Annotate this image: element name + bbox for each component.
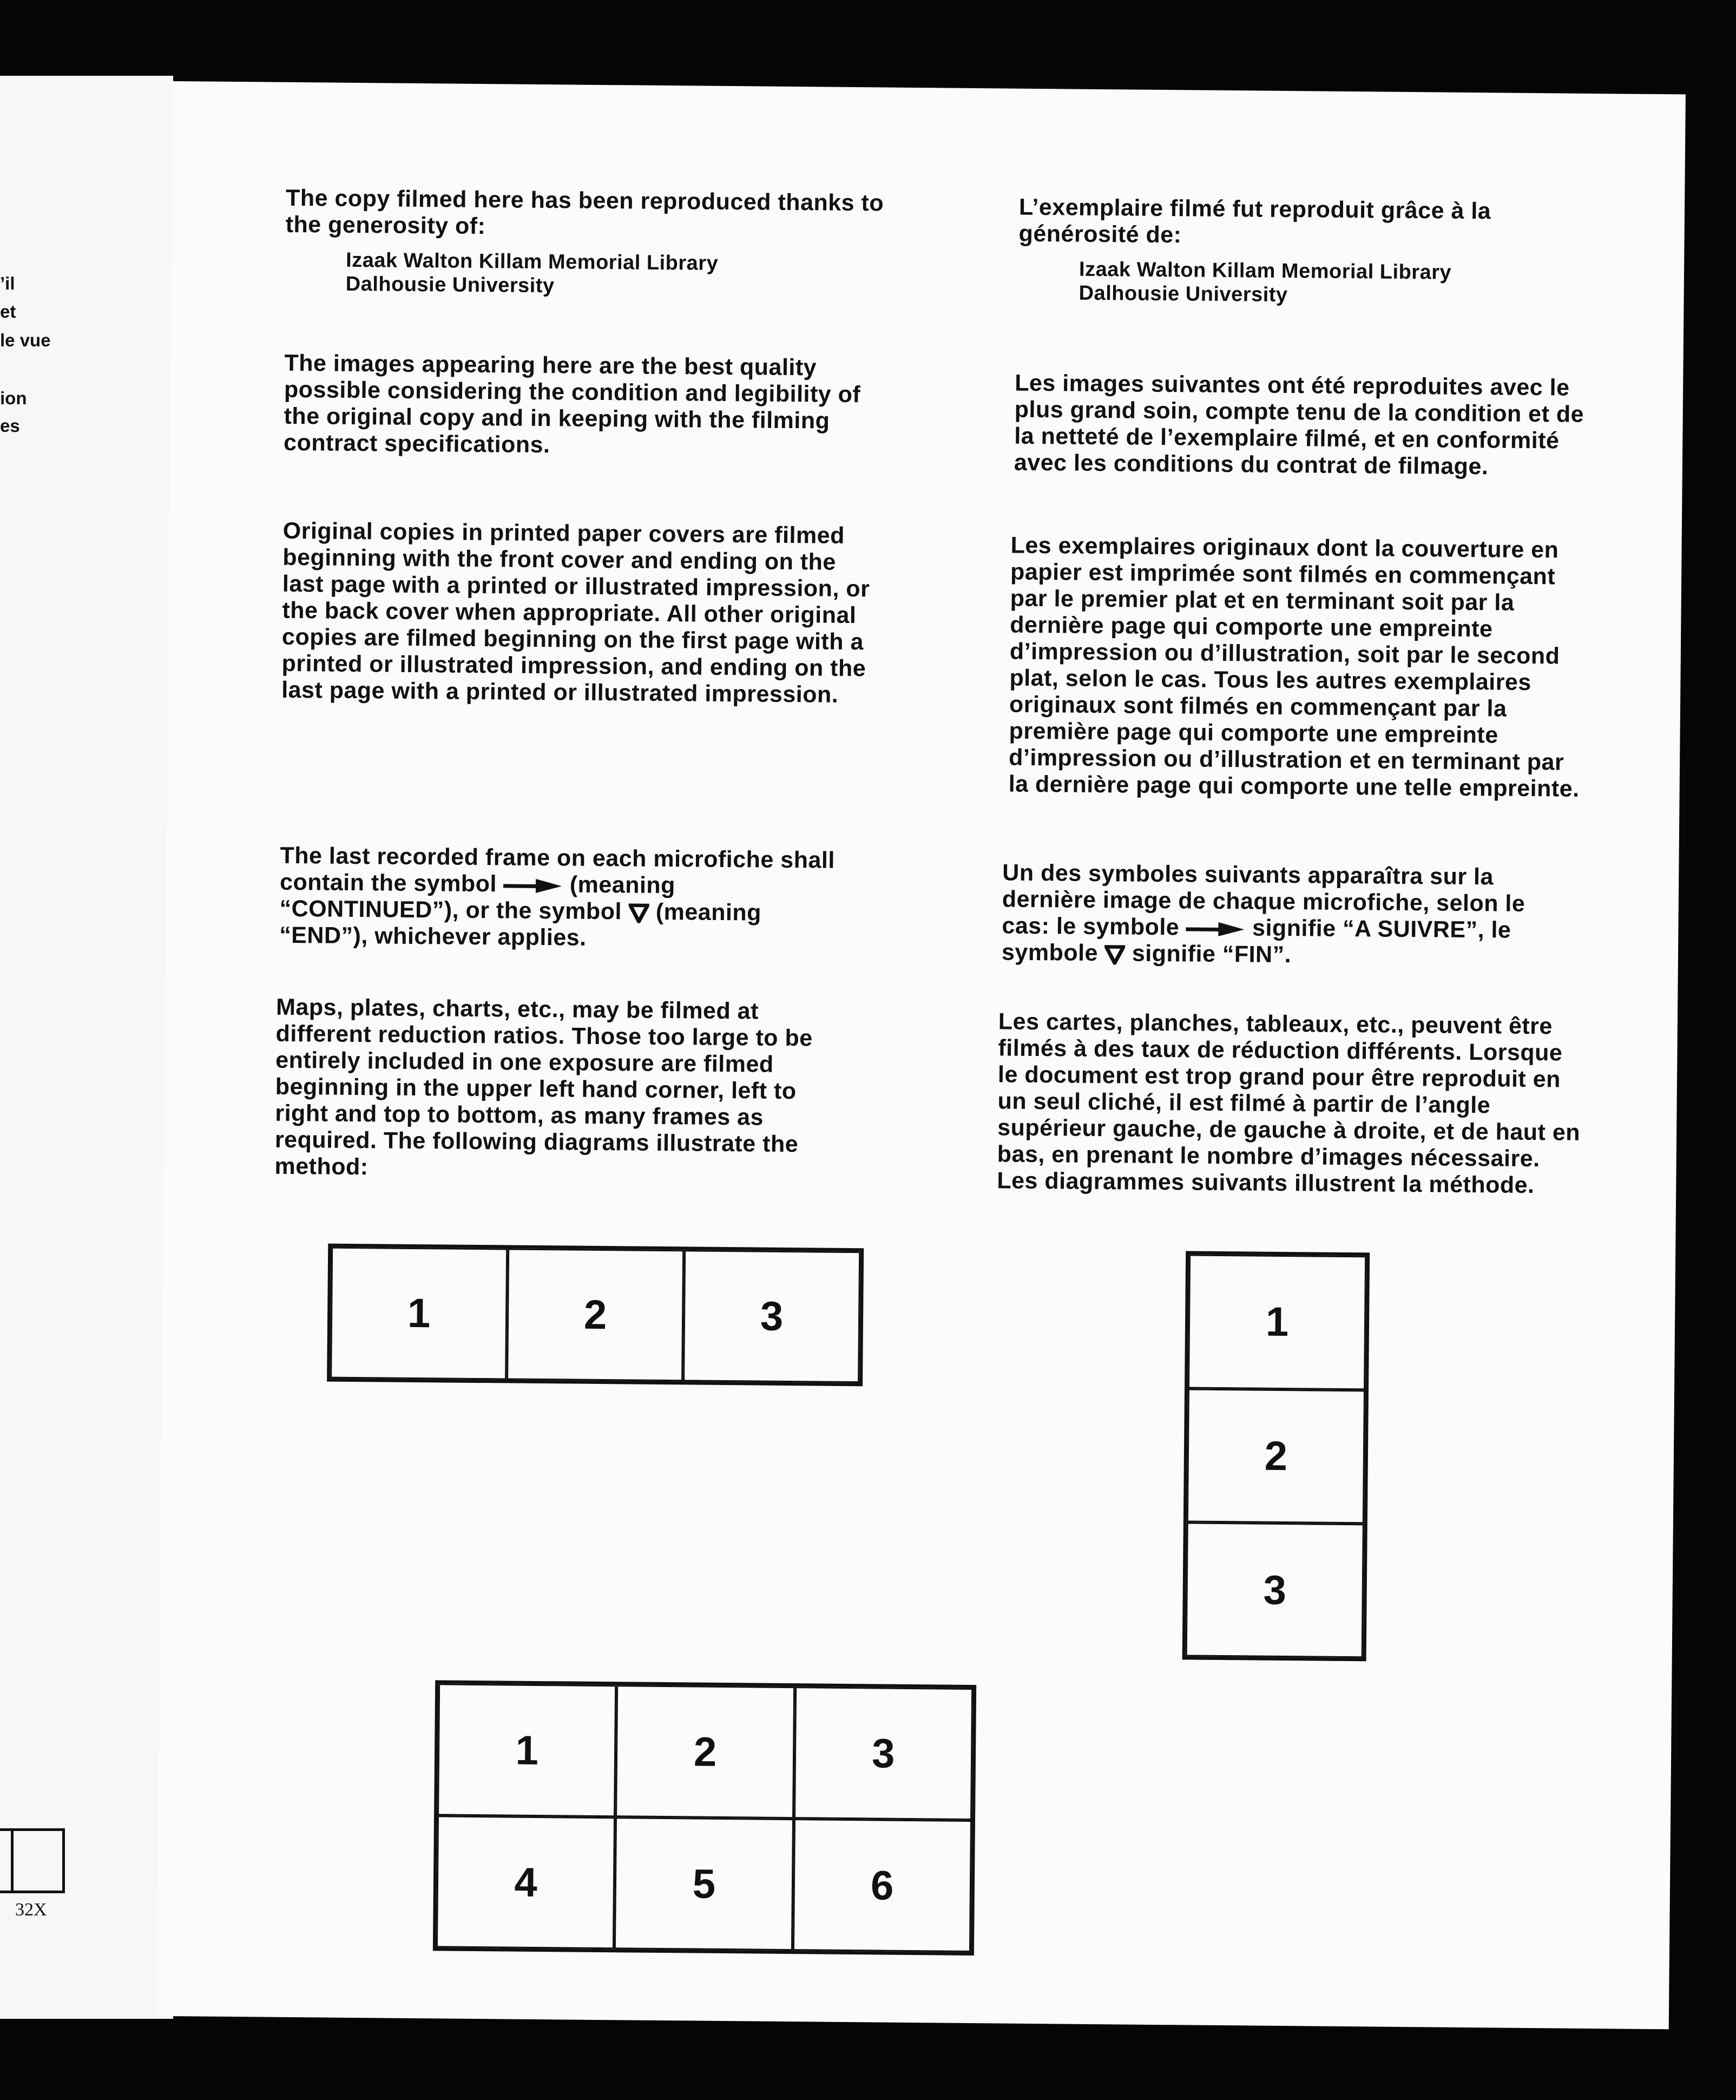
french-column — [1018, 194, 1614, 310]
diagram-vertical-cell: 1 — [1188, 1254, 1366, 1390]
left-partial-diagram — [0, 1828, 65, 1893]
english-column — [285, 185, 898, 301]
right-arrow-icon — [1186, 921, 1246, 937]
french-credit-intro: L’exemplaire filmé fut reproduit grâce à la générosité de: — [1018, 194, 1491, 248]
left-text-fragment: le vue — [0, 330, 51, 350]
french-symbols-paragraph — [1002, 859, 1571, 970]
right-arrow-icon — [503, 877, 563, 894]
diagram-horizontal-cell: 1 — [330, 1247, 508, 1380]
diagram-grid — [433, 1680, 976, 1955]
french-institution-university: Dalhousie University — [1079, 281, 1288, 306]
main-page — [156, 81, 1686, 2029]
french-institution-name: Izaak Walton Killam Memorial Library — [1079, 258, 1452, 284]
left-text-fragment: ’il — [0, 273, 15, 293]
english-credit-intro: The copy filmed here has been reproduced thanks to the generosity of: — [285, 185, 884, 240]
french-maps-paragraph: Les cartes, planches, tableaux, etc., peuvent être filmés à des taux de réduction différents. Lorsque le document est trop grand pour être reproduit en un seul cliché, il est filmé à partir de l’angle supérieur gauche, de gauche à droite, et de haut en bas, en prenant le nombre d’images nécessaire. Les diagrammes suivants illustrent la méthode. — [997, 1008, 1581, 1199]
diagram-grid-cell: 6 — [793, 1819, 972, 1952]
diagram-vertical — [1182, 1251, 1370, 1661]
english-symbols-text-b: (meaning “CONTINUED”), or the symbol — [279, 871, 676, 925]
diagram-horizontal-cell: 3 — [683, 1250, 860, 1383]
diagram-grid-cell: 2 — [615, 1685, 794, 1819]
english-symbols-text-c: (meaning “END”), whichever applies. — [279, 898, 762, 951]
down-triangle-icon — [628, 903, 649, 923]
english-originals-paragraph: Original copies in printed paper covers are filmed beginning with the front cover and ending on the last page with a printed or illustrated impression, or the back cover when appropriate. All other original copies are filmed beginning on the first page with a printed or illustrated impression, and ending on the last page with a printed or illustrated impression. — [281, 517, 870, 708]
diagram-vertical-cell: 2 — [1187, 1388, 1365, 1524]
english-quality-paragraph: The images appearing here are the best quality possible considering the condition and legibility of the original copy and in keeping with the filming contract specifications. — [283, 350, 861, 458]
left-text-fragment: et — [0, 301, 16, 321]
diagram-grid-cell: 3 — [794, 1686, 973, 1820]
diagram-horizontal-cell: 2 — [507, 1248, 684, 1381]
page-number: 32X — [15, 1900, 47, 1920]
french-symbols-text-a: Un des symboles suivants apparaîtra sur la dernière image de chaque microfiche, selon le cas: le symbole — [1002, 859, 1525, 941]
diagram-vertical-cell: 3 — [1186, 1522, 1364, 1658]
diagram-grid-cell: 1 — [437, 1683, 616, 1817]
diagram-grid-cell: 5 — [614, 1817, 793, 1951]
english-maps-paragraph: Maps, plates, charts, etc., may be filmed at different reduction ratios. Those too large to be entirely included in one exposure are filmed beginning in the upper left hand corner, left to right and top to bottom, as many frames as required. The following diagrams illustrate the method: — [274, 994, 813, 1180]
french-quality-paragraph: Les images suivantes ont été reproduites avec le plus grand soin, compte tenu de la condition et de la netteté de l’exemplaire filmé, et en conformité avec les conditions du contrat de filmage. — [1014, 370, 1584, 480]
left-facing-page — [0, 76, 173, 2019]
down-triangle-icon — [1104, 945, 1125, 964]
diagram-grid-cell: 4 — [436, 1815, 615, 1949]
left-text-fragment: ion — [0, 388, 27, 408]
english-symbols-text-a: The last recorded frame on each microfiche shall contain the symbol — [279, 842, 835, 897]
french-symbols-text-c: signifie “FIN”. — [1132, 940, 1292, 968]
left-text-fragment: es — [0, 416, 20, 436]
french-symbols-text-b: signifie “A SUIVRE”, le symbole — [1001, 915, 1511, 966]
english-symbols-paragraph — [279, 843, 849, 954]
english-institution-name: Izaak Walton Killam Memorial Library — [345, 248, 719, 275]
left-partial-diagram-divider — [11, 1828, 14, 1893]
diagram-horizontal — [327, 1244, 864, 1387]
french-originals-paragraph: Les exemplaires originaux dont la couverture en papier est imprimée sont filmés en commençant par le premier plat et en terminant soit par la dernière page qui comporte une empreinte d’impression ou d’illustration, soit par le second plat, selon le cas. Tous les autres exemplaires originaux sont filmés en commençant par la première page qui comporte une empreinte d’impression ou d’illustration et en terminant par la dernière page qui comporte une telle empreinte. — [1008, 532, 1580, 802]
english-institution-university: Dalhousie University — [345, 272, 555, 298]
